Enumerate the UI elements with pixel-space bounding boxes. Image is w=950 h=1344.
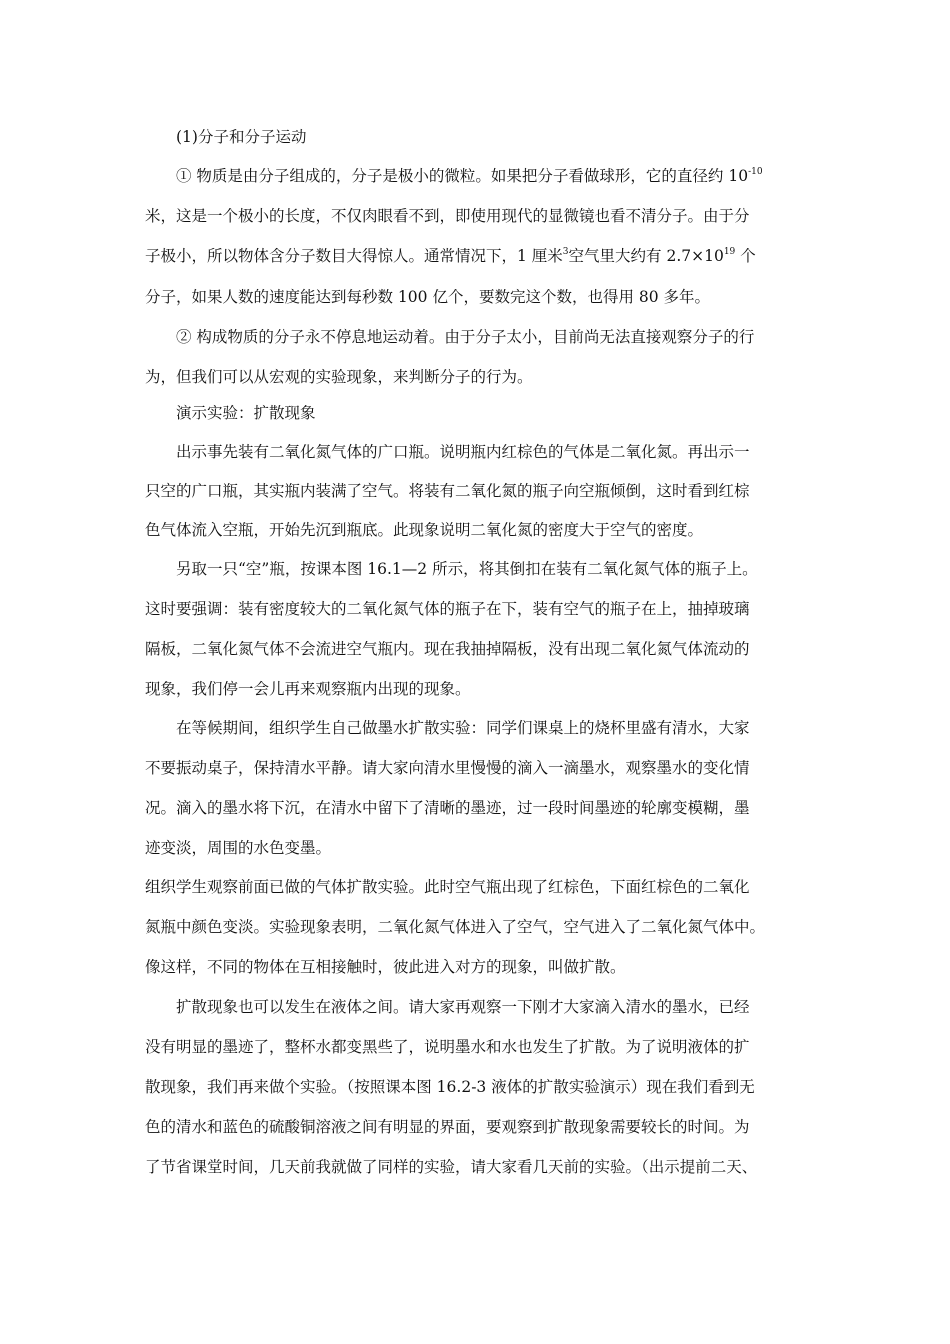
p1-unit-exponent: 3 <box>562 247 569 257</box>
p1-line-3 <box>145 244 825 266</box>
p1-exponent: -10 <box>748 167 763 177</box>
p1-count-exponent: 19 <box>723 247 736 257</box>
p2-line-1: ② 构成物质的分子永不停息地运动着。由于分子太小，目前尚无法直接观察分子的行 <box>176 328 755 346</box>
p6-line-3: 像这样，不同的物体在互相接触时，彼此进入对方的现象，叫做扩散。 <box>145 958 626 976</box>
p3-line-1: 出示事先装有二氧化氮气体的广口瓶。说明瓶内红棕色的气体是二氧化氮。再出示一 <box>176 443 750 461</box>
p4-line-4: 现象，我们停一会儿再来观察瓶内出现的现象。 <box>145 680 471 698</box>
p2-line-2: 为，但我们可以从宏观的实验现象，来判断分子的行为。 <box>145 368 533 386</box>
p3-line-3: 色气体流入空瓶，开始先沉到瓶底。此现象说明二氧化氮的密度大于空气的密度。 <box>145 521 704 539</box>
p7-line-5: 了节省课堂时间，几天前我就做了同样的实验，请大家看几天前的实验。（出示提前二天、 <box>145 1158 758 1176</box>
p1-line-2: 米，这是一个极小的长度，不仅肉眼看不到，即使用现代的显微镜也看不清分子。由于分 <box>145 207 750 225</box>
p7-line-3: 散现象，我们再来做个实验。（按照课本图 16.2-3 液体的扩散实验演示）现在我们看到无 <box>145 1078 755 1096</box>
p5-line-3: 况。滴入的墨水将下沉，在清水中留下了清晰的墨迹，过一段时间墨迹的轮廓变模糊，墨 <box>145 799 750 817</box>
p7-line-1: 扩散现象也可以发生在液体之间。请大家再观察一下刚才大家滴入清水的墨水，已经 <box>176 998 750 1016</box>
p5-line-1: 在等候期间，组织学生自己做墨水扩散实验：同学们课桌上的烧杯里盛有清水，大家 <box>176 719 750 737</box>
p3-line-2: 只空的广口瓶，其实瓶内装满了空气。将装有二氧化氮的瓶子向空瓶倾倒，这时看到红棕 <box>145 482 750 500</box>
p1-line-1 <box>176 164 825 186</box>
p5-line-2: 不要振动桌子，保持清水平静。请大家向清水里慢慢的滴入一滴墨水，观察墨水的变化情 <box>145 759 750 777</box>
p5-line-4: 迹变淡，周围的水色变墨。 <box>145 839 332 857</box>
p4-line-3: 隔板，二氧化氮气体不会流进空气瓶内。现在我抽掉隔板，没有出现二氧化氮气体流动的 <box>145 640 750 658</box>
p1-line-3-text-c: 个 <box>735 247 756 265</box>
demo-title: 演示实验：扩散现象 <box>176 404 316 422</box>
p1-line-3-text-a: 子极小，所以物体含分子数目大得惊人。通常情况下，1 厘米 <box>145 247 563 265</box>
p6-line-1: 组织学生观察前面已做的气体扩散实验。此时空气瓶出现了红棕色，下面红棕色的二氧化 <box>145 878 750 896</box>
p4-line-2: 这时要强调：装有密度较大的二氧化氮气体的瓶子在下，装有空气的瓶子在上，抽掉玻璃 <box>145 600 750 618</box>
p1-line-4: 分子，如果人数的速度能达到每秒数 100 亿个，要数完这个数，也得用 80 多年。 <box>145 288 711 306</box>
p7-line-2: 没有明显的墨迹了，整杯水都变黑些了，说明墨水和水也发生了扩散。为了说明液体的扩 <box>145 1038 750 1056</box>
section-heading: (1)分子和分子运动 <box>176 128 307 146</box>
p7-line-4: 色的清水和蓝色的硫酸铜溶液之间有明显的界面，要观察到扩散现象需要较长的时间。为 <box>145 1118 750 1136</box>
p6-line-2: 氮瓶中颜色变淡。实验现象表明，二氧化氮气体进入了空气，空气进入了二氧化氮气体中。 <box>145 918 766 936</box>
p4-line-1: 另取一只“空”瓶，按课本图 16.1—2 所示，将其倒扣在装有二氧化氮气体的瓶子上。 <box>176 560 758 578</box>
p1-line-3-text-b: 空气里大约有 2.7×10 <box>568 247 724 265</box>
p1-line-1-text: ① 物质是由分子组成的，分子是极小的微粒。如果把分子看做球形，它的直径约 10 <box>176 167 749 185</box>
